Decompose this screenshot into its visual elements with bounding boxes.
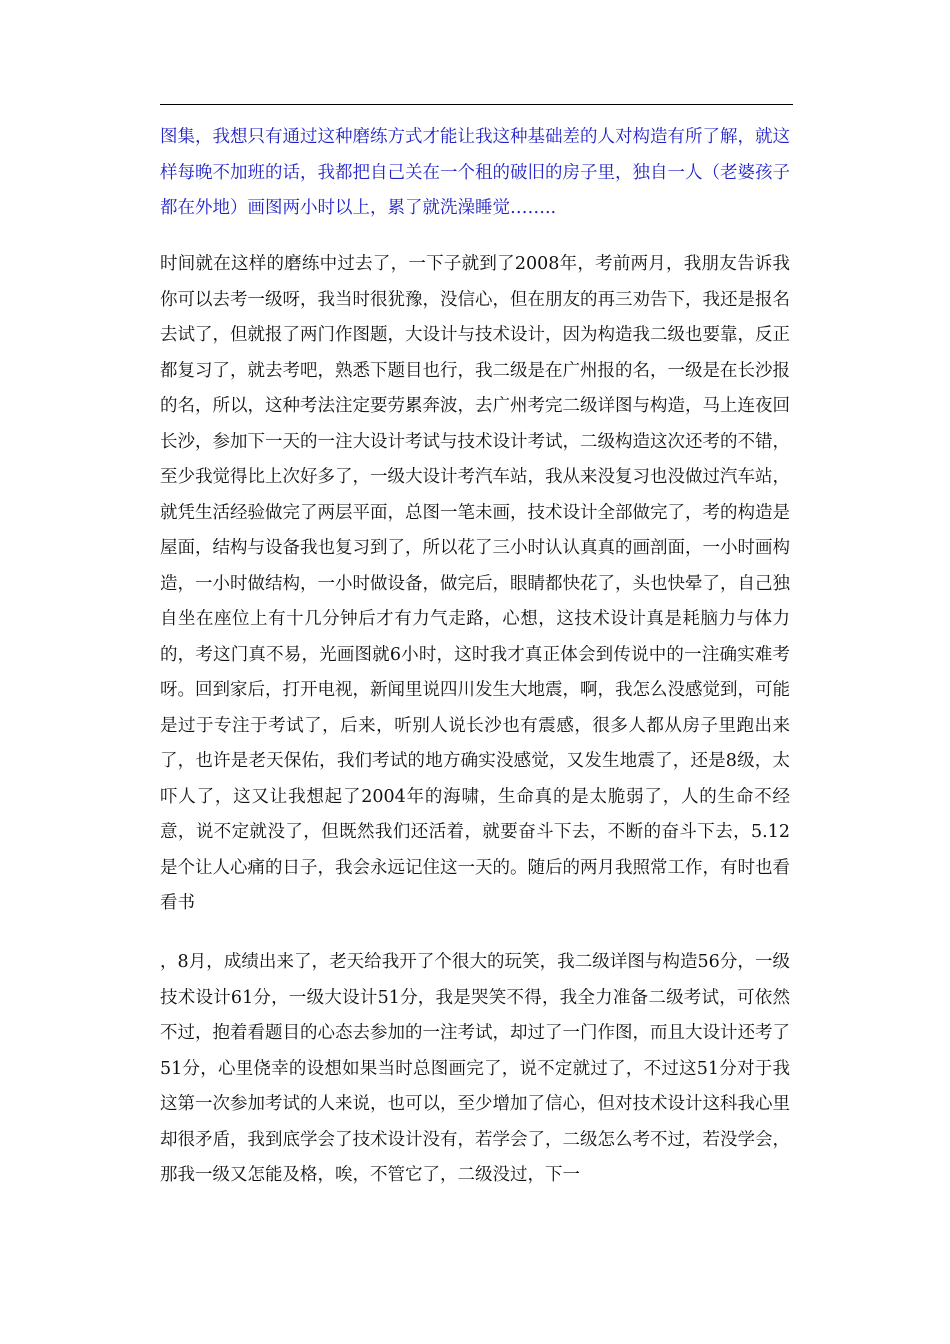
header-rule	[160, 104, 793, 105]
body-paragraph: 时间就在这样的磨练中过去了，一下子就到了2008年，考前两月，我朋友告诉我你可以去考一级呀，我当时很犹豫，没信心，但在朋友的再三劝告下，我还是报名去试了，但就报了两门作图题，大设计与技术设计，因为构造我二级也要靠，反正都复习了，就去考吧，熟悉下题目也行，我二级是在广州报的名，一级是在长沙报的名，所以，这种考法注定要劳累奔波，去广州考完二级详图与构造，马上连夜回长沙，参加下一天的一注大设计考试与技术设计考试，二级构造这次还考的不错，至少我觉得比上次好多了，一级大设计考汽车站，我从来没复习也没做过汽车站，就凭生活经验做完了两层平面，总图一笔未画，技术设计全部做完了，考的构造是屋面，结构与设备我也复习到了，所以花了三小时认认真真的画剖面，一小时画构造，一小时做结构，一小时做设备，做完后，眼睛都快花了，头也快晕了，自己独自坐在座位上有十几分钟后才有力气走路，心想，这技术设计真是耗脑力与体力的，考这门真不易，光画图就6小时，这时我才真正体会到传说中的一注确实难考呀。回到家后，打开电视，新闻里说四川发生大地震，啊，我怎么没感觉到，可能是过于专注于考试了，后来，听别人说长沙也有震感，很多人都从房子里跑出来了，也许是老天保佑，我们考试的地方确实没感觉，又发生地震了，还是8级，太吓人了，这又让我想起了2004年的海啸，生命真的是太脆弱了，人的生命不经意，说不定就没了，但既然我们还活着，就要奋斗下去，不断的奋斗下去，5.12是个让人心痛的日子，我会永远记住这一天的。随后的两月我照常工作，有时也看看书	[160, 254, 790, 913]
body-paragraph: ，8月，成绩出来了，老天给我开了个很大的玩笑，我二级详图与构造56分，一级技术设计61分，一级大设计51分，我是哭笑不得，我全力准备二级考试，可依然不过，抱着看题目的心态去参加的一注考试，却过了一门作图，而且大设计还考了51分，心里侥幸的设想如果当时总图画完了，说不定就过了，不过这51分对于我这第一次参加考试的人来说，也可以，至少增加了信心，但对技术设计这科我心里却很矛盾，我到底学会了技术设计没有，若学会了，二级怎么考不过，若没学会，那我一级又怎能及格，唉，不管它了，二级没过，下一	[160, 952, 790, 1185]
highlighted-paragraph: 图集，我想只有通过这种磨练方式才能让我这种基础差的人对构造有所了解，就这样每晚不加班的话，我都把自己关在一个租的破旧的房子里，独自一人（老婆孩子都在外地）画图两小时以上，累了就洗澡睡觉……..	[160, 127, 790, 218]
